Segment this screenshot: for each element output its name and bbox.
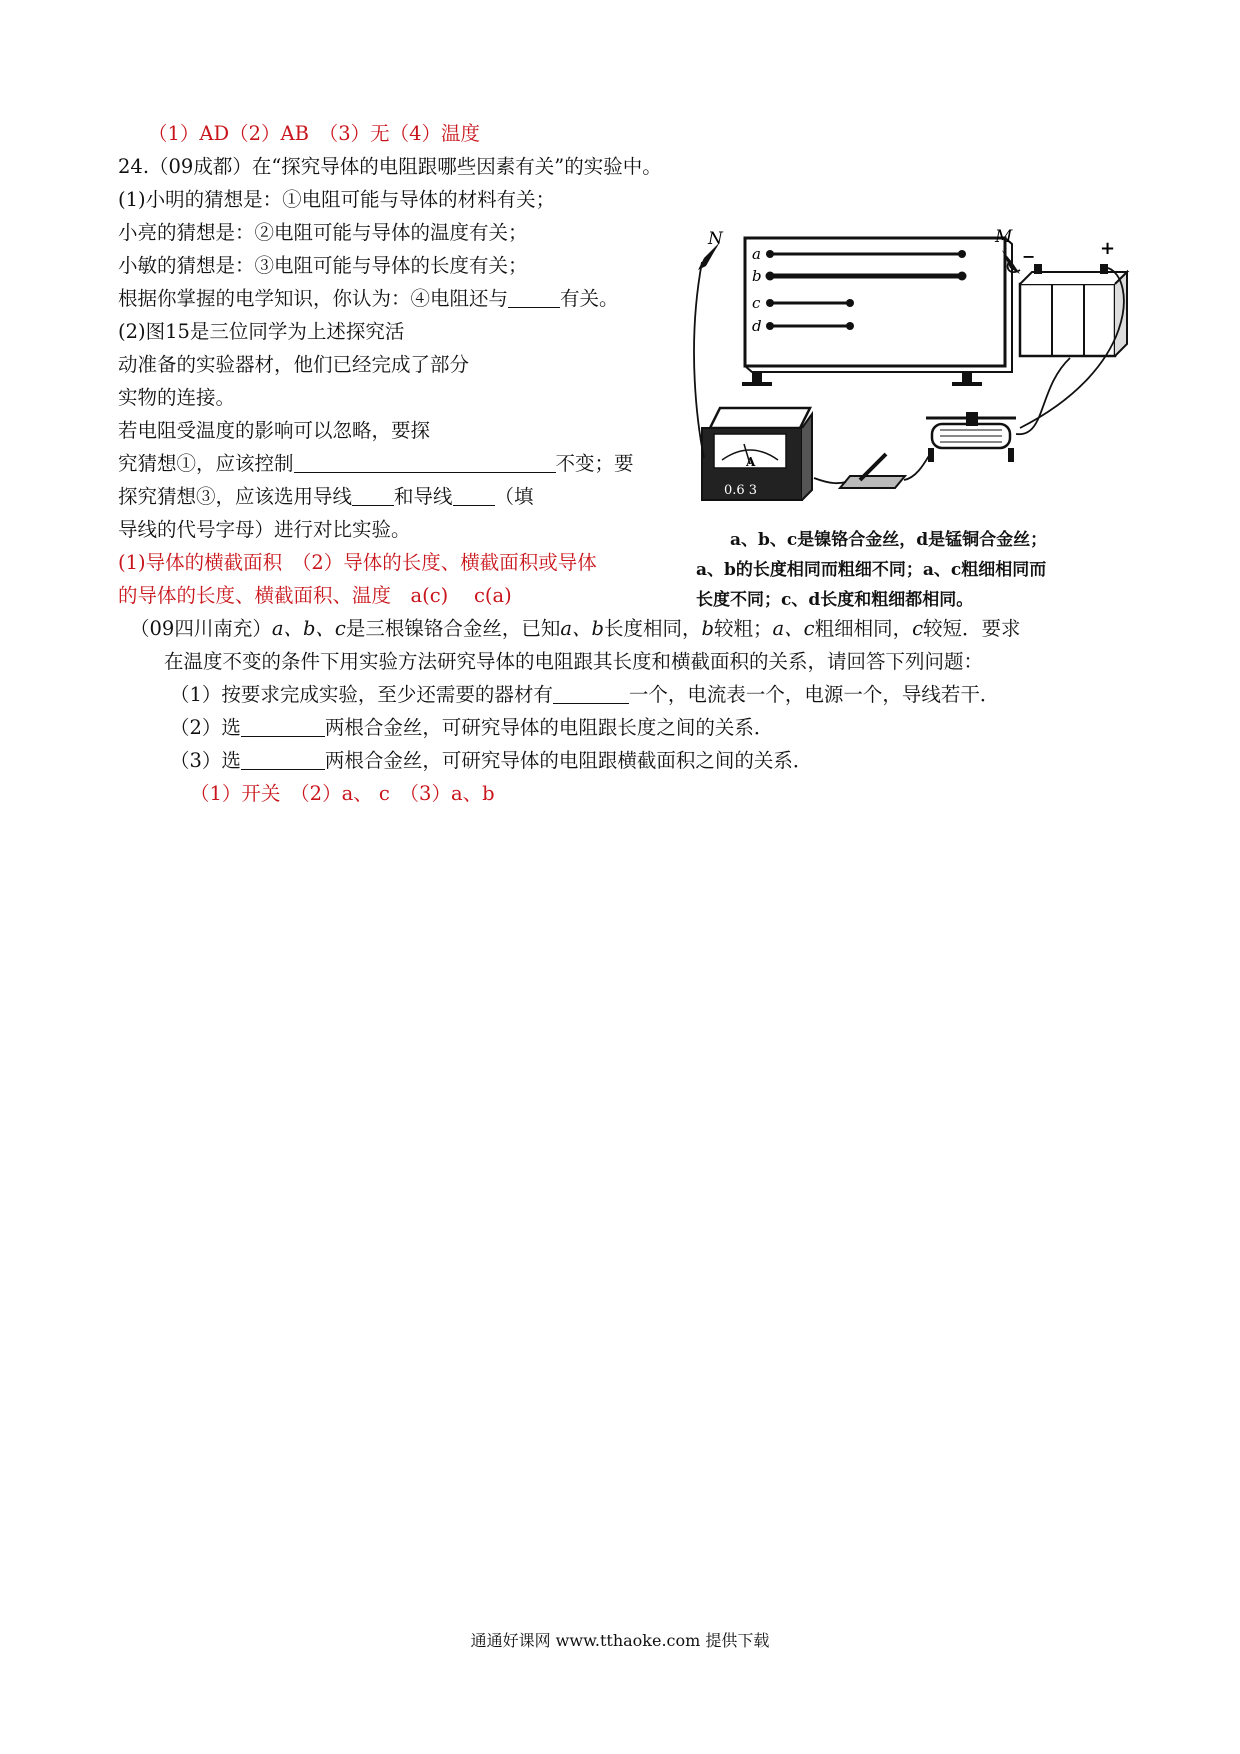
question-24-title: 24.（09成都）在“探究导体的电阻跟哪些因素有关”的实验中。 xyxy=(118,155,662,178)
part-1-tail: 一个，电流表一个，电源一个，导线若干． xyxy=(628,683,1000,706)
guess-4-text: 根据你掌握的电学知识，你认为：④电阻还与 xyxy=(118,287,509,310)
wire-a-terminal xyxy=(958,250,966,258)
answer-blank[interactable] xyxy=(241,716,325,737)
intro-var: a、b、c xyxy=(271,617,346,640)
answer-blank[interactable] xyxy=(352,485,394,506)
wire-d-terminal xyxy=(846,322,854,330)
intro-var: b xyxy=(701,617,714,640)
positive-sign: + xyxy=(1100,238,1116,259)
switch-base xyxy=(840,476,905,488)
control-text: 究猜想①，应该控制 xyxy=(118,452,294,475)
select-text: 探究猜想③，应该选用导线 xyxy=(118,485,353,508)
question-24-guess-2: 小亮的猜想是：②电阻可能与导体的温度有关； xyxy=(118,221,528,244)
ammeter-symbol: A xyxy=(746,455,756,469)
intro-text: 较短．要求 xyxy=(923,617,1021,640)
question-24-guess-4 xyxy=(118,285,619,313)
select-tail: （填 xyxy=(494,485,534,508)
wire-d-terminal xyxy=(766,322,774,330)
intro-text: 是三根镍铬合金丝，已知 xyxy=(345,617,561,640)
question-24-guess-3: 小敏的猜想是：③电阻可能与导体的长度有关； xyxy=(118,254,528,277)
wire-a-terminal xyxy=(766,250,774,258)
intro-text: 较粗； xyxy=(713,617,773,640)
intro-text: 长度相同， xyxy=(603,617,702,640)
control-tail: 不变；要 xyxy=(555,452,634,475)
question-24-answer: 的导体的长度、横截面积、温度 a(c) c(a) xyxy=(118,584,512,607)
wire-c-label: c xyxy=(752,294,761,312)
answer-blank[interactable] xyxy=(553,683,629,704)
wire-b-terminal xyxy=(958,272,967,281)
part-3-tail: 两根合金丝，可研究导体的电阻跟横截面积之间的关系． xyxy=(324,749,813,772)
wire-d-label: d xyxy=(752,317,762,335)
question-24-answer: (1)导体的横截面积 （2）导体的长度、横截面积或导体 xyxy=(118,551,597,574)
question-24-control xyxy=(118,450,634,478)
board-foot xyxy=(742,382,772,386)
figure-caption-2: a、b的长度相同而粗细不同；a、c粗细相同而 xyxy=(696,560,1047,580)
wire-a-label: a xyxy=(752,245,761,263)
rheostat-leg xyxy=(1008,448,1014,462)
question-25-answer: （1）开关 （2）a、 c （3）a、b xyxy=(190,782,495,805)
part-2-text: （2）选 xyxy=(170,716,241,739)
part-1-text: （1）按要求完成实验，至少还需要的器材有 xyxy=(170,683,553,706)
answer-blank[interactable] xyxy=(453,485,495,506)
intro-text: 粗细相同， xyxy=(814,617,913,640)
connecting-wire xyxy=(814,478,846,483)
intro-var: a、b xyxy=(560,617,604,640)
figure-caption-3: 长度不同；c、d长度和粗细都相同。 xyxy=(696,590,974,610)
question-24-part-2: (2)图15是三位同学为上述探究活 xyxy=(118,320,405,343)
intro-var: a、c xyxy=(772,617,815,640)
battery-terminal-positive xyxy=(1100,264,1108,274)
clip-n-label: N xyxy=(708,229,723,249)
wire-b-terminal xyxy=(766,272,775,281)
question-24-line: 实物的连接。 xyxy=(118,386,236,409)
ammeter-side xyxy=(802,414,812,500)
part-2-tail: 两根合金丝，可研究导体的电阻跟长度之间的关系． xyxy=(324,716,774,739)
question-25-intro-2: 在温度不变的条件下用实验方法研究导体的电阻跟其长度和横截面积的关系，请回答下列问题： xyxy=(164,650,984,673)
question-24-line: 若电阻受温度的影响可以忽略，要探 xyxy=(118,419,431,442)
question-24-line: 动准备的实验器材，他们已经完成了部分 xyxy=(118,353,470,376)
connecting-wire xyxy=(904,454,930,480)
board-foot xyxy=(952,382,982,386)
previous-answer: （1）AD（2）AB （3）无（4）温度 xyxy=(148,122,481,145)
question-24-line: 导线的代号字母）进行对比实验。 xyxy=(118,518,411,541)
question-25-part-3 xyxy=(170,747,812,775)
question-24-select xyxy=(118,483,534,511)
select-mid: 和导线 xyxy=(394,485,453,508)
intro-var: c xyxy=(912,617,923,640)
connecting-wire xyxy=(1016,358,1070,434)
wire-b-label: b xyxy=(752,267,762,285)
ammeter-scale-label: 0.6 3 xyxy=(724,483,758,498)
part-3-text: （3）选 xyxy=(170,749,241,772)
wire-c-terminal xyxy=(846,299,854,307)
wire-c-terminal xyxy=(766,299,774,307)
rheostat-slider xyxy=(966,412,978,426)
wire-board-edge xyxy=(745,238,1012,372)
answer-blank[interactable] xyxy=(241,749,325,770)
question-25-intro xyxy=(130,615,1021,643)
battery xyxy=(1020,284,1115,356)
question-25-part-2 xyxy=(170,714,773,742)
clip-m-label: M xyxy=(995,228,1013,247)
page-footer: 通通好课网 www.tthaoke.com 提供下载 xyxy=(470,1631,770,1650)
answer-blank[interactable] xyxy=(508,287,560,308)
question-25-part-1 xyxy=(170,681,999,709)
question-24-guess-1: (1)小明的猜想是：①电阻可能与导体的材料有关； xyxy=(118,188,556,211)
figure-caption-1: a、b、c是镍铬合金丝，d是锰铜合金丝； xyxy=(730,530,1048,550)
intro-source: （09四川南充） xyxy=(130,617,272,640)
negative-sign: − xyxy=(1022,247,1036,266)
ammeter-top xyxy=(710,408,810,428)
answer-blank[interactable] xyxy=(294,452,556,473)
guess-4-tail: 有关。 xyxy=(560,287,619,310)
